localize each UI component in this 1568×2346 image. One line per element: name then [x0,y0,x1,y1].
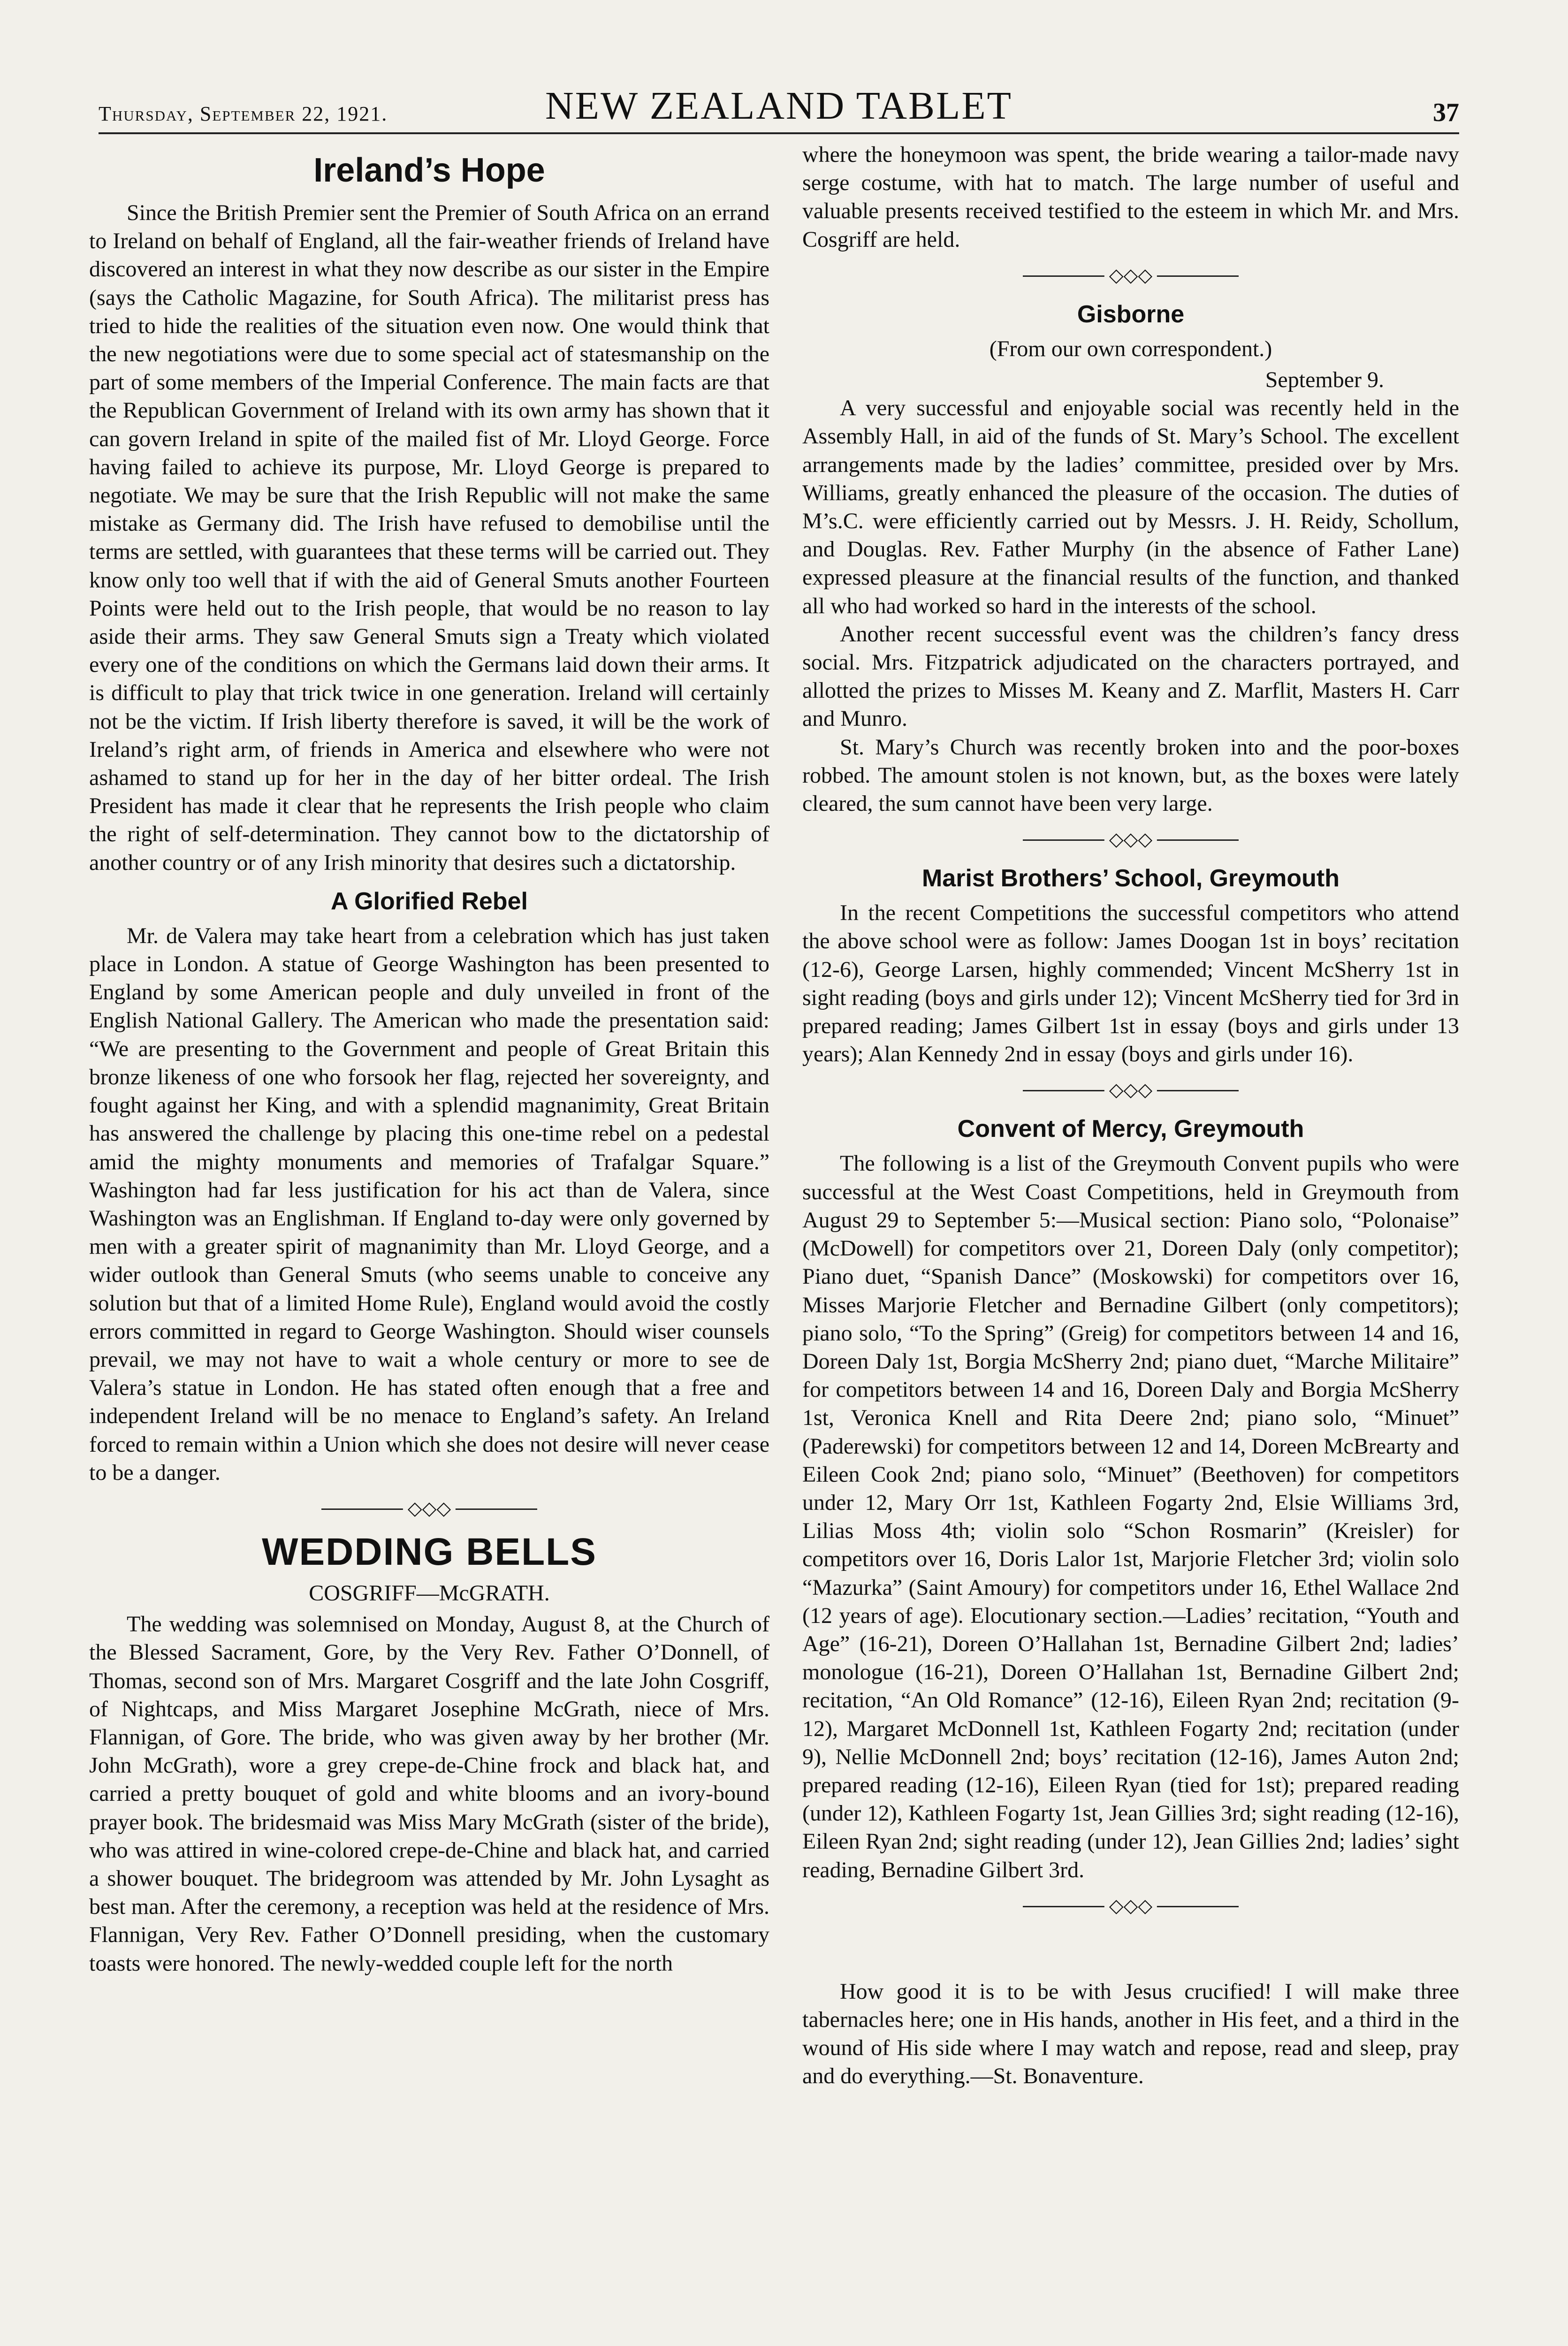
gisborne-dateline: September 9. [1265,367,1384,393]
glorified-rebel-body: Mr. de Valera may take heart from a celebration which has just taken place in London. A statue of George Washington has been presented to England by some American people and duly unveiled in front of the English National Gallery. The American who made the presentation said: “We are presenting to the Government and people of Great Britain this bronze likeness of one who forsook her flag, rejected her sovereignty, and fought against her King, and with a splendid magnanimity, Great Britain has answered the challenge by placing this one-time rebel on a pedestal amid the mighty monuments and memories of Trafalgar Square.” Washington had far less justification for his act than de Valera, since Washington was an Englishman. If England to-day were only governed by men with a greater spirit of magnanimity than Mr. Lloyd George, and a wider outlook than General Smuts (who seems unable to conceive any solution but that of a limited Home Rule), England would avoid the costly errors committed in regard to George Washington. Should wiser counsels prevail, we may not have to wait a whole century or more to see de Valera’s statue in London. He has stated often enough that a free and independent Ireland will be no menace to England’s safety. An Ireland forced to remain within a Union which she does not desire will never cease to be a danger. [89,923,769,1485]
wedding-bells-heading: WEDDING BELLS [262,1530,597,1573]
wedding-subheading: COSGRIFF—McGRATH. [309,1580,550,1606]
convent-heading: Convent of Mercy, Greymouth [957,1115,1304,1143]
left-column [89,141,769,2346]
masthead-title: NEW ZEALAND TABLET [545,84,1012,128]
divider-ornament: ◇◇◇ [1104,1079,1157,1101]
gisborne-body-3: St. Mary’s Church was recently broken into and the poor-boxes robbed. The amount stolen is not known, but, as the boxes were lately cleared, the sum cannot have been very large. [802,734,1459,816]
gisborne-byline: (From our own correspondent.) [989,336,1272,361]
wedding-body: The wedding was solemnised on Monday, August 8, at the Church of the Blessed Sacrament, Gore, by the Very Rev. Father O’Donnell, of Thomas, second son of Mrs. Margaret Cosgriff and the late John Cosgriff, of Nightcaps, and Miss Margaret Josephine McGrath, niece of Mrs. Flannigan, of Gore. The bride, who was given away by her brother (Mr. John McGrath), wore a grey crepe-de-Chine frock and black hat, and carried a pretty bouquet of gold and white blooms and an ivory-bound prayer book. The bridesmaid was Miss Mary McGrath (sister of the bride), who was attired in wine-colored crepe-de-Chine and black hat, and carried a shower bouquet. The bridegroom was attended by Mr. John Lysaght as best man. After the ceremony, a reception was held at the residence of Mrs. Flannigan, Very Rev. Father O’Donnell presiding, when the customary toasts were honored. The newly-wedded couple left for the north [89,1612,769,1976]
issue-date: Thursday, September 22, 1921. [99,102,388,125]
right-column [802,141,1459,2346]
glorified-rebel-heading: A Glorified Rebel [331,887,528,915]
ireland-hope-body: Since the British Premier sent the Premier of South Africa on an errand to Ireland on behalf of England, all the fair-weather friends of Ireland have discovered an interest in what they now describe as our sister in the Empire (says the Catholic Magazine, for South Africa). The militarist press has tried to hide the realities of the situation even now. One would think that the new negotiations were due to some special act of statesmanship on the part of some members of the Imperial Conference. The main facts are that the Republican Government of Ireland with its own army has shown that it can govern Ireland in spite of the mailed fist of Mr. Lloyd George. Force having failed to achieve its purpose, Mr. Lloyd George is prepared to negotiate. We may be sure that the Irish Republic will not make the same mistake as Germany did. The Irish have refused to demobilise until the terms are settled, with guarantees that these terms will be carried out. They know only too well that if with the aid of General Smuts another Fourteen Points were held out to the Irish people, that would be no reason to lay aside their arms. They saw General Smuts sign a Treaty which violated every one of the conditions on which the Germans laid down their arms. It is difficult to play that trick twice in one generation. Ireland will certainly not be the victim. If Irish liberty therefore is saved, it will be the work of Ireland’s right arm, of friends in America and elsewhere who were not ashamed to stand up for her in the day of her bitter ordeal. The Irish President has made it clear that he represents the Irish people who claim the right of self-determination. They cannot bow to the dictatorship of another country or of any Irish minority that desires such a dictatorship. [89,200,769,875]
section-divider [1023,829,1239,851]
divider-ornament: ◇◇◇ [1104,828,1157,851]
divider-ornament: ◇◇◇ [1104,264,1157,287]
bonaventure-quote: How good it is to be with Jesus crucified! I will make three tabernacles here; one in His hands, another in His feet, and a third in the wound of His side where I may watch and repose, read and sleep, pray and do everything.—St. Bonaventure. [802,1979,1459,2089]
page-header [99,81,1459,134]
section-divider [1023,1895,1239,1917]
gisborne-heading: Gisborne [1077,300,1185,328]
gisborne-body-2: Another recent successful event was the children’s fancy dress social. Mrs. Fitzpatrick adjudicated on the characters portrayed, and allotted the prizes to Misses M. Keany and Z. Marflit, Masters H. Carr and Munro. [802,621,1459,731]
ireland-hope-heading: Ireland’s Hope [313,152,545,189]
divider-ornament: ◇◇◇ [1104,1895,1157,1917]
divider-ornament: ◇◇◇ [403,1497,456,1520]
section-divider [321,1497,537,1519]
convent-body: The following is a list of the Greymouth Convent pupils who were successful at the West Coast Competitions, held in Greymouth from August 29 to September 5:—Musical section: Piano solo, “Polonaise” (McDowell) for competitors over 21, Doreen Daly (only competitor); Piano duet, “Spanish Dance” (Moskowski) for competitors over 16, Misses Marjorie Fletcher and Bernadine Gilbert (only competitors); piano solo, “To the Spring” (Greig) for competitors between 14 and 16, Doreen Daly 1st, Borgia McSherry 2nd; piano duet, “Marche Militaire” for competitors between 14 and 16, Doreen Daly and Borgia McSherry 1st, Veronica Knell and Rita Deere 2nd; piano solo, “Minuet” (Paderewski) for competitors between 12 and 14, Doreen McBrearty and Eileen Cook 2nd; piano solo, “Minuet” (Beethoven) for competitors under 12, Mary Orr 1st, Kathleen Fogarty 2nd, Elsie Williams 3rd, Lilias Moss 4th; violin solo “Schon Rosmarin” (Kreisler) for competitors over 16, Doris Lalor 1st, Marjorie Fletcher 3rd; violin solo “Mazurka” (Saint Amoury) for competitors under 16, Ethel Wallace 2nd (12 years of age). Elocutionary section.—Ladies’ recitation, “Youth and Age” (16-21), Doreen O’Hallahan 1st, Bernadine Gilbert 2nd; ladies’ monologue (16-21), Doreen O’Hallahan 1st, Bernadine Gilbert 2nd; recitation, “An Old Romance” (12-16), Eileen Ryan 2nd; recitation (9-12), Margaret McDonnell 1st, Kathleen Fogarty 2nd; recitation (under 9), Nellie McDonnell 2nd; boys’ recitation (12-16), James Auton 2nd; prepared reading (12-16), Eileen Ryan (tied for 1st); prepared reading (under 12), Kathleen Fogarty 1st, Jean Gillies 3rd; sight reading (12-16), Eileen Ryan 2nd; sight reading (under 12), Jean Gillies 2nd; ladies’ sight reading, Bernadine Gilbert 3rd. [802,1151,1459,1882]
section-divider [1023,264,1239,286]
gisborne-body-1: A very successful and enjoyable social was recently held in the Assembly Hall, in aid of the funds of St. Mary’s School. The excellent arrangements made by the ladies’ committee, presided over by Mrs. Williams, greatly enhanced the pleasure of the occasion. The duties of M’s.C. were efficiently carried out by Messrs. J. H. Reidy, Schollum, and Douglas. Rev. Father Murphy (in the absence of Father Lane) expressed pleasure at the financial results of the function, and thanked all who had worked so hard in the interests of the school. [802,396,1459,618]
page-number: 37 [1433,98,1459,127]
section-divider [1023,1079,1239,1101]
marist-body: In the recent Competitions the successful competitors who attend the above school were as follow: James Doogan 1st in boys’ recitation (12-6), George Larsen, highly commended; Vincent McSherry 1st in sight reading (boys and girls under 12); Vincent McSherry tied for 3rd in prepared reading; James Gilbert 1st in essay (boys and girls under 13 years); Alan Kennedy 2nd in essay (boys and girls under 16). [802,900,1459,1067]
marist-heading: Marist Brothers’ School, Greymouth [922,865,1340,892]
wedding-continued: where the honeymoon was spent, the bride wearing a tailor-made navy serge costume, with hat to match. The large number of useful and valuable presents received testified to the esteem in which Mr. and Mrs. Cosgriff are held. [802,142,1459,252]
